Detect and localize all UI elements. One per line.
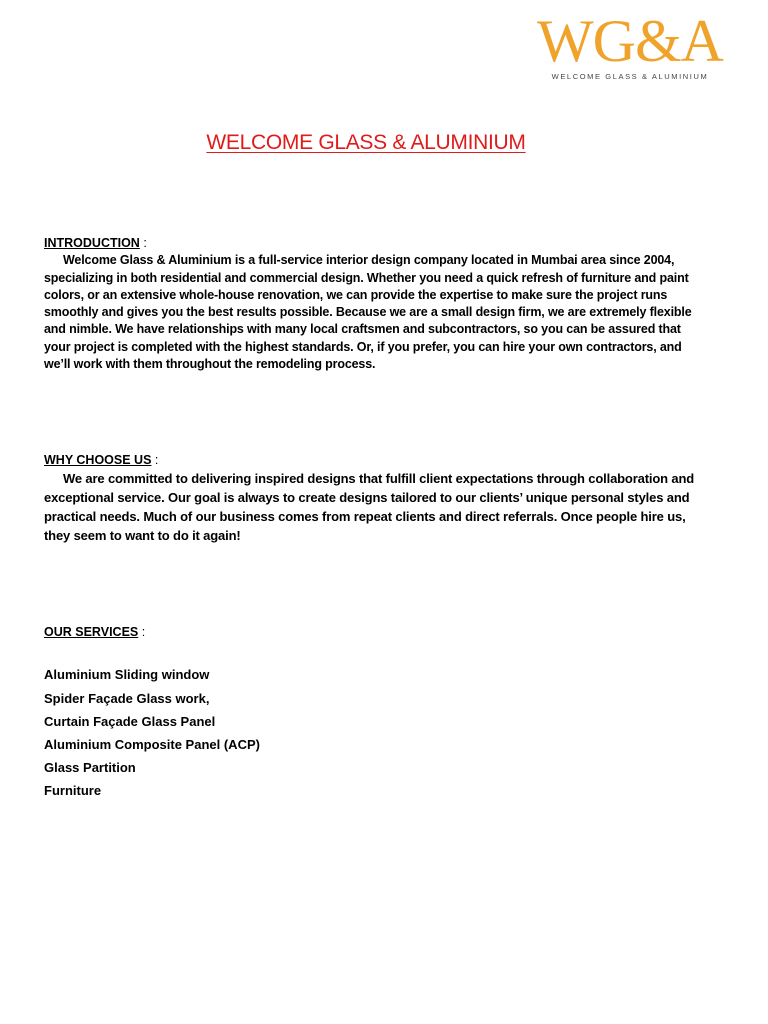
service-item: Aluminium Composite Panel (ACP) [44,736,260,752]
service-item: Spider Façade Glass work, [44,690,210,706]
services-section [44,624,704,803]
logo-mark: WG&A [537,8,723,74]
why-choose-us-body: We are committed to delivering inspired designs that fulfill client expectations through collaboration and exceptional service. Our goal is always to create designs tailored to our clients’ unique personal styles and practical needs. Much of our business comes from repeat clients and direct referrals. Once people hire us, they seem to want to do it again! [44,471,695,544]
logo-tagline: WELCOME GLASS & ALUMINIUM [551,72,709,81]
services-list [44,663,704,802]
introduction-section [44,235,704,373]
page-title: WELCOME GLASS & ALUMINIUM [206,131,526,154]
company-logo [530,10,730,81]
why-choose-us-heading: WHY CHOOSE US : [44,453,159,467]
introduction-heading: INTRODUCTION : [44,236,147,250]
service-item: Glass Partition [44,760,136,776]
service-item: Curtain Façade Glass Panel [44,713,216,729]
why-choose-us-section [44,452,704,545]
service-item: Furniture [44,783,102,799]
introduction-body: Welcome Glass & Aluminium is a full-service interior design company located in Mumbai area since 2004, specializing in both residential and commercial design. Whether you need a quick refresh of furniture and paint colors, or an extensive whole-house renovation, we can provide the expertise to make sure the project runs smoothly and gives you the best results possible. Because we are a small design firm, we are extremely flexible and nimble. We have relationships with many local craftsmen and subcontractors, so you can be assured that your project is completed with the highest standards. Or, if you prefer, you can hire your own contractors, and we’ll work with them throughout the remodeling process. [44,253,692,372]
service-item: Aluminium Sliding window [44,667,210,683]
services-heading: OUR SERVICES : [44,625,146,639]
